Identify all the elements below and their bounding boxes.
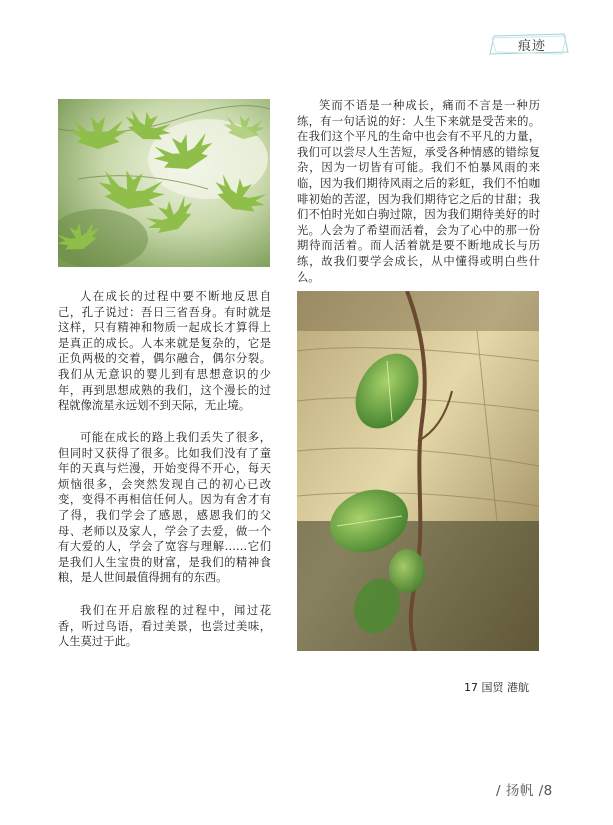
section-label: 痕迹 xyxy=(518,39,547,54)
right-intro-paragraph: 笑而不语是一种成长，痛而不言是一种历练，有一句话说的好：人生下来就是受苦来的。在我们这个平凡的生命中也会有不平凡的力量，我们可以尝尽人生苦短，承受各种情感的错综复杂，因为一切皆有可能。我们不怕暴风雨的来临，因为我们期待风雨之后的彩虹，我们不怕咖啡初始的苦涩，因为我们期待它之后的甘甜；我们不怕时光如白驹过隙，因为我们期待美好的时光。人会为了希望而活着，会为了心中的那一份期待而活着。而人活着就是要不断地成长与历练，故我们要学会成长，从中懂得或明白些什么。 xyxy=(297,99,540,284)
left-paragraph-1: 人在成长的过程中要不断地反思自己，孔子说过：吾日三省吾身。有时就是这样，只有精神和物质一起成长才算得上是真正的成长。人本来就是复杂的，它是正负两极的交着，偶尔融合，偶尔分裂。我们从无意识的婴儿到有思想意识的少年，再到思想成熟的我们，这个漫长的过程就像流星永远划不到天际，无止境。 xyxy=(58,290,271,413)
page-footer: / 扬帆 /8 xyxy=(496,783,553,799)
author-byline: 17 国贸 港航 xyxy=(464,681,529,694)
left-paragraph-3: 我们在开启旅程的过程中，闻过花香，听过鸟语，看过美景，也尝过美味，人生莫过于此。 xyxy=(58,604,271,649)
vine-on-wood-photo xyxy=(297,291,539,651)
left-paragraph-2: 可能在成长的路上我们丢失了很多，但同时又获得了很多。比如我们没有了童年的天真与烂漫，开始变得不开心，每天烦恼很多，会突然发现自己的初心已改变，变得不再相信任何人。因为有舍才有了得，我们学会了感恩，感恩我们的父母、老师以及家人，学会了去爱，做一个有大爱的人，学会了宽容与理解……它们是我们人生宝贵的财富，是我们的精神食粮，是人世间最值得拥有的东西。 xyxy=(58,431,271,585)
maple-leaves-photo xyxy=(58,99,270,267)
